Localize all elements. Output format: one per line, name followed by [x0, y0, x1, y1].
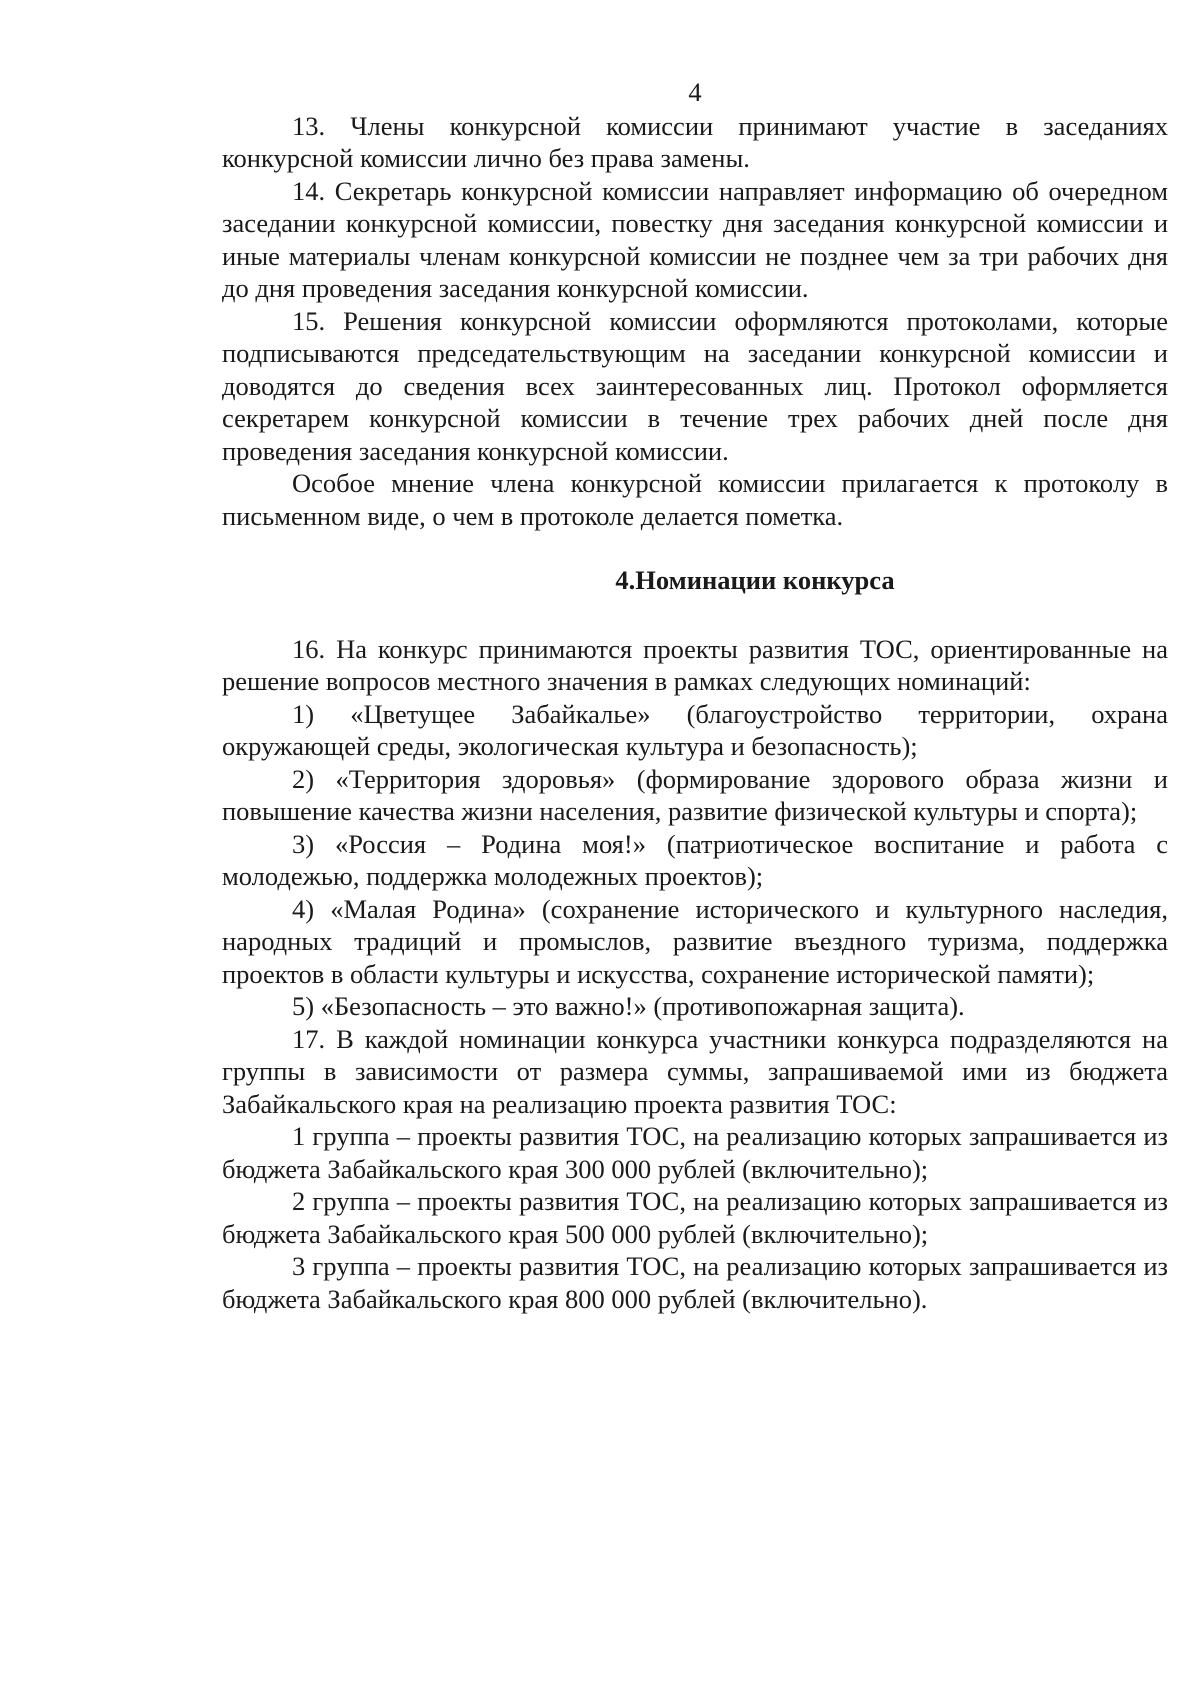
nomination-item: 5) «Безопасность – это важно!» (противопожарная защита). [292, 991, 965, 1021]
paragraph-17: 17. В каждой номинации конкурса участники конкурса подразделяются на группы в зависимости от размера суммы, запрашиваемой ими из бюджета Забайкальского края на реализацию проекта развития ТОС: [222, 1023, 1168, 1119]
paragraph-13: 13. Члены конкурсной комиссии принимают участие в заседаниях конкурсной комиссии лично без права замены. [222, 110, 1168, 173]
group-item: 1 группа – проекты развития ТОС, на реализацию которых запрашивается из бюджета Забайкальского края 300 000 рублей (включительно); [222, 1121, 1168, 1184]
group-item: 2 группа – проекты развития ТОС, на реализацию которых запрашивается из бюджета Забайкальского края 500 000 рублей (включительно); [222, 1186, 1168, 1249]
section-heading: 4.Номинации конкурса [615, 565, 895, 595]
page-number: 4 [688, 77, 702, 107]
nomination-item: 2) «Территория здоровья» (формирование здорового образа жизни и повышение качества жизни населения, развитие физической культуры и спорта); [222, 763, 1168, 826]
group-item: 3 группа – проекты развития ТОС, на реализацию которых запрашивается из бюджета Забайкальского края 800 000 рублей (включительно). [222, 1251, 1168, 1314]
paragraph-16: 16. На конкурс принимаются проекты развития ТОС, ориентированные на решение вопросов местного значения в рамках следующих номинаций: [222, 633, 1168, 696]
section-gap [222, 597, 1168, 633]
document-page [222, 76, 1168, 1315]
section-gap [222, 532, 1168, 564]
nomination-item: 1) «Цветущее Забайкалье» (благоустройство территории, охрана окружающей среды, экологическая культура и безопасность); [222, 698, 1168, 761]
nomination-item: 3) «Россия – Родина моя!» (патриотическое воспитание и работа с молодежью, поддержка молодежных проектов); [222, 828, 1168, 891]
paragraph-15: 15. Решения конкурсной комиссии оформляются протоколами, которые подписываются председательствующим на заседании конкурсной комиссии и доводятся до сведения всех заинтересованных лиц. Протокол оформляется секретарем конкурсной комиссии в течение трех рабочих дней после дня проведения заседания конкурсной комиссии. [222, 305, 1168, 466]
paragraph-special-opinion: Особое мнение члена конкурсной комиссии прилагается к протоколу в письменном виде, о чем в протоколе делается пометка. [222, 468, 1168, 531]
nomination-item: 4) «Малая Родина» (сохранение исторического и культурного наследия, народных традиций и промыслов, развитие въездного туризма, поддержка проектов в области культуры и искусства, сохранение исторической памяти); [222, 893, 1168, 989]
paragraph-14: 14. Секретарь конкурсной комиссии направляет информацию об очередном заседании конкурсной комиссии, повестку дня заседания конкурсной комиссии и иные материалы членам конкурсной комиссии не позднее чем за три рабочих дня до дня проведения заседания конкурсной комиссии. [222, 175, 1168, 303]
